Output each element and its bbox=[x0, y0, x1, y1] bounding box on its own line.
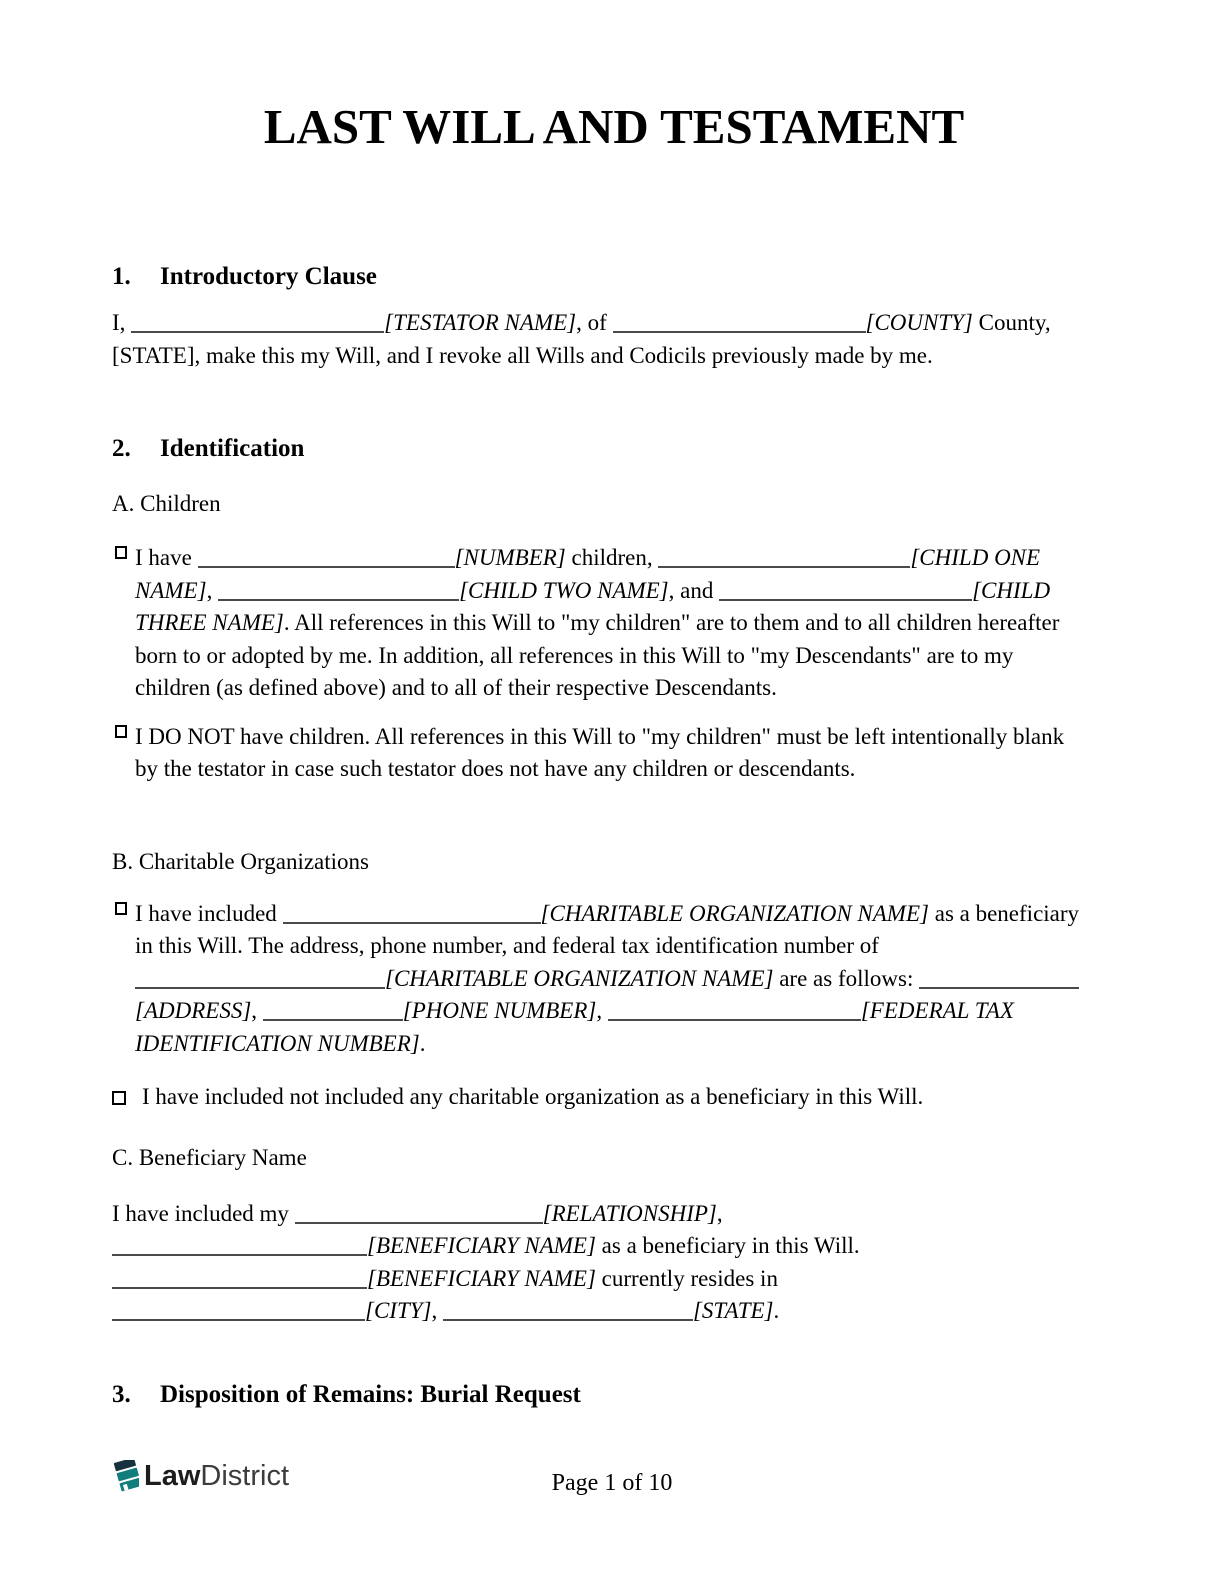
text-line bbox=[112, 1081, 1116, 1114]
text-run: are as follows: bbox=[773, 965, 920, 991]
placeholder-text: [BENEFICIARY NAME] bbox=[367, 1233, 596, 1258]
text-line bbox=[135, 1028, 1116, 1061]
checkbox[interactable] bbox=[115, 902, 127, 915]
placeholder-text: [CHARITABLE ORGANIZATION NAME] bbox=[385, 965, 774, 991]
text-run: I, bbox=[112, 310, 132, 335]
placeholder-text: [CHARITABLE ORGANIZATION NAME] bbox=[540, 900, 929, 926]
blank-fill-line bbox=[283, 921, 541, 924]
placeholder-text: THREE NAME] bbox=[135, 610, 284, 635]
placeholder-text: [COUNTY] bbox=[865, 310, 973, 335]
blank-fill-line bbox=[218, 598, 459, 601]
text-run: , bbox=[596, 998, 608, 1023]
logo-law-text: Law bbox=[144, 1460, 201, 1492]
text-run: , of bbox=[576, 310, 613, 335]
section-number: 2. bbox=[112, 435, 131, 462]
text-line bbox=[112, 1263, 1116, 1296]
text-line bbox=[112, 1198, 1116, 1231]
text-run: in this Will. The address, phone number, and federal tax identification number of bbox=[135, 933, 879, 958]
text-line bbox=[112, 307, 1116, 340]
checkbox[interactable] bbox=[115, 546, 127, 559]
text-run: . bbox=[773, 1298, 780, 1323]
page-number: Page 1 of 10 bbox=[551, 1470, 673, 1496]
blank-fill-line bbox=[263, 1018, 403, 1021]
text-run: I have bbox=[135, 545, 198, 570]
checkbox-paragraph bbox=[112, 721, 1116, 786]
blank-fill-line bbox=[112, 1318, 365, 1321]
text-run: I have included my bbox=[112, 1200, 295, 1226]
subsection-heading: B. Charitable Organizations bbox=[112, 848, 369, 874]
text-line bbox=[112, 340, 1116, 373]
text-line bbox=[135, 963, 1116, 996]
text-line bbox=[112, 1230, 1116, 1263]
text-line bbox=[135, 672, 1116, 705]
placeholder-text: [RELATIONSHIP] bbox=[542, 1200, 717, 1226]
blank-fill-line bbox=[719, 598, 972, 601]
blank-fill-line bbox=[135, 986, 385, 989]
text-run: [STATE], make this my Will, and I revoke all Wills and Codicils previously made by me. bbox=[112, 342, 933, 368]
blank-fill-line bbox=[919, 986, 1079, 989]
logo-district-text: District bbox=[200, 1460, 290, 1492]
placeholder-text: [CHILD bbox=[972, 577, 1051, 603]
text-line bbox=[135, 575, 1116, 608]
text-line bbox=[135, 995, 1116, 1028]
placeholder-text: [FEDERAL TAX bbox=[860, 998, 1014, 1023]
text-line bbox=[135, 898, 1116, 931]
section-heading bbox=[112, 1378, 1116, 1412]
subsection-heading: C. Beneficiary Name bbox=[112, 1144, 307, 1170]
text-run: , bbox=[431, 1298, 443, 1323]
checkbox-paragraph bbox=[112, 1081, 1116, 1114]
subsection-heading: A. Children bbox=[112, 491, 221, 516]
text-line bbox=[112, 1295, 1116, 1328]
placeholder-text: [TESTATOR NAME] bbox=[384, 310, 577, 335]
text-run: children (as defined above) and to all of their respective Descendants. bbox=[135, 675, 777, 700]
blank-fill-line bbox=[112, 1253, 367, 1256]
blank-fill-line bbox=[295, 1221, 543, 1224]
text-run: I have included not included any charitable organization as a beneficiary in this Will. bbox=[142, 1084, 924, 1109]
document-title: LAST WILL AND TESTAMENT bbox=[263, 99, 965, 154]
placeholder-text: [STATE] bbox=[692, 1298, 774, 1323]
blank-fill-line bbox=[608, 1018, 861, 1021]
section-heading bbox=[112, 260, 1116, 294]
placeholder-text: [ADDRESS] bbox=[135, 998, 252, 1023]
document-content bbox=[112, 99, 1116, 1412]
text-run: as a beneficiary in this Will. bbox=[595, 1233, 860, 1258]
placeholder-text: [CHILD TWO NAME] bbox=[459, 577, 669, 603]
placeholder-text: [CHILD ONE bbox=[910, 545, 1041, 570]
text-line bbox=[135, 607, 1116, 640]
text-run: . All references in this Will to "my children" are to them and to all children hereafter bbox=[283, 610, 1060, 635]
placeholder-text: [PHONE NUMBER] bbox=[402, 998, 597, 1023]
blank-fill-line bbox=[112, 1286, 367, 1289]
text-run: , bbox=[206, 577, 219, 603]
placeholder-text: [NUMBER] bbox=[454, 545, 566, 570]
checkbox[interactable] bbox=[115, 725, 127, 738]
text-run: , bbox=[716, 1200, 723, 1226]
section-heading-text: Introductory Clause bbox=[160, 263, 377, 290]
text-line bbox=[135, 640, 1116, 673]
placeholder-text: [BENEFICIARY NAME] bbox=[367, 1265, 596, 1291]
blank-fill-line bbox=[613, 330, 866, 333]
blank-fill-line bbox=[658, 565, 910, 568]
section-number: 1. bbox=[112, 263, 131, 290]
placeholder-text: [CITY] bbox=[365, 1298, 432, 1323]
page-footer bbox=[112, 1458, 1112, 1508]
text-run: currently resides in bbox=[595, 1265, 778, 1291]
blank-fill-line bbox=[198, 565, 455, 568]
text-run: I DO NOT have children. All references in this Will to "my children" must be left intentionally blank bbox=[135, 723, 1065, 749]
text-line bbox=[135, 542, 1116, 575]
paragraph bbox=[112, 1198, 1116, 1328]
text-run: , and bbox=[668, 577, 720, 603]
text-run: by the testator in case such testator does not have any children or descendants. bbox=[135, 756, 856, 781]
placeholder-text: NAME] bbox=[135, 577, 207, 603]
checkbox-paragraph bbox=[112, 898, 1116, 1061]
section-heading-text: Disposition of Remains: Burial Request bbox=[160, 1380, 581, 1408]
document-body bbox=[112, 260, 1116, 1412]
section-heading-text: Identification bbox=[160, 435, 305, 462]
text-run: , bbox=[251, 998, 263, 1023]
text-run: I have included bbox=[135, 900, 283, 926]
checkbox-paragraph bbox=[112, 542, 1116, 705]
section-number: 3. bbox=[112, 1380, 131, 1408]
blank-fill-line bbox=[131, 330, 384, 333]
placeholder-text: IDENTIFICATION NUMBER] bbox=[135, 1030, 420, 1056]
blank-fill-line bbox=[443, 1318, 693, 1321]
checkbox[interactable] bbox=[112, 1091, 126, 1105]
text-run: born to or adopted by me. In addition, all references in this Will to "my Descendants" are to my bbox=[135, 642, 1014, 668]
text-run: . bbox=[419, 1030, 426, 1056]
section-heading bbox=[112, 432, 1116, 466]
paragraph bbox=[112, 307, 1116, 372]
text-line bbox=[135, 753, 1116, 786]
text-line bbox=[135, 721, 1116, 754]
text-run: children, bbox=[565, 545, 659, 570]
text-line bbox=[135, 930, 1116, 963]
text-run: County, bbox=[972, 310, 1051, 335]
text-run: as a beneficiary bbox=[928, 900, 1080, 926]
